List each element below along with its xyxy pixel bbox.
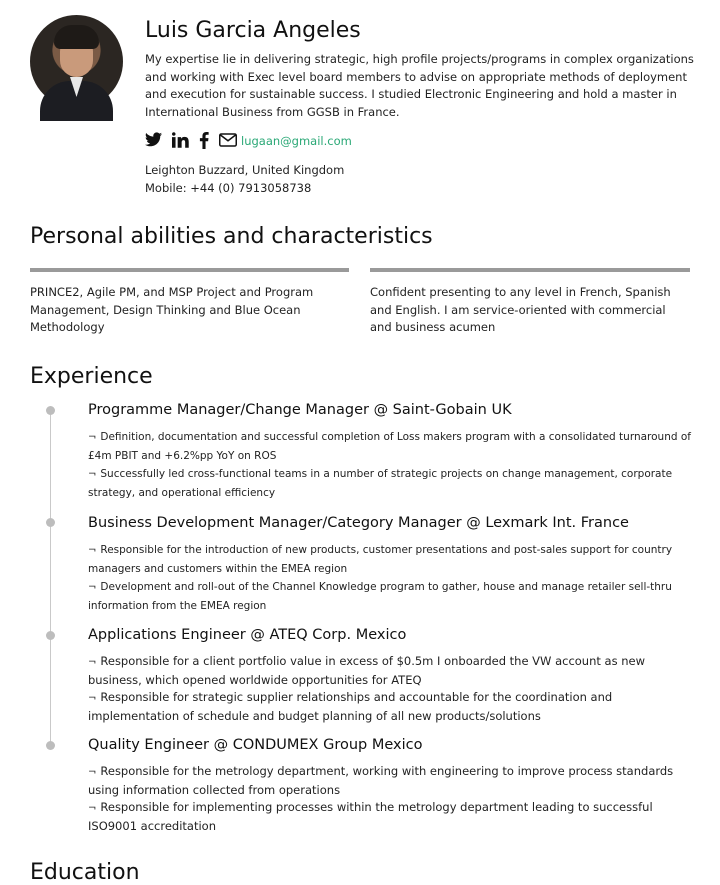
job-bullet: ¬ Successfully led cross-functional teams in a number of strategic projects on change management, corporate strategy, and operational efficiency [88, 468, 673, 499]
bullet-icon: ¬ [88, 582, 97, 593]
job-bullet: ¬ Responsible for a client portfolio value in excess of $0.5m I onboarded the VW account as new business, which opened worldwide opportunities for ATEQ [88, 654, 646, 687]
job-bullet: ¬ Definition, documentation and successful completion of Loss makers program with a consolidated turnaround of £4m PBIT and +6.2%pp YoY on ROS [88, 431, 691, 462]
job-title: Programme Manager/Change Manager @ Saint-Gobain UK [88, 402, 512, 418]
bullet-icon: ¬ [88, 657, 97, 668]
linkedin-icon[interactable] [172, 132, 189, 150]
bullet-icon: ¬ [88, 767, 97, 778]
experience-item [88, 737, 698, 835]
timeline-dot [46, 741, 55, 750]
experience-item [88, 515, 698, 615]
education-heading: Education [30, 860, 140, 885]
job-bullet: ¬ Development and roll-out of the Channel Knowledge program to gather, house and manage retailer sell-thru information from the EMEA region [88, 581, 672, 612]
bullet-icon: ¬ [88, 432, 97, 443]
timeline-line [50, 408, 51, 744]
avatar-hair [54, 25, 99, 49]
facebook-icon[interactable] [199, 132, 209, 150]
experience-item [88, 402, 698, 502]
job-bullet: ¬ Responsible for strategic supplier relationships and accountable for the coordination and implementation of schedule and budget planning of all new products/solutions [88, 690, 613, 723]
profile-bio: My expertise lie in delivering strategic, high profile projects/programs in complex organizations and working with Exec level board members to advise on appropriate methods of deployment and execution for sustainable success. I studied Electronic Engineering and hold a master in International Business from GGSB in France. [145, 52, 694, 119]
job-title: Quality Engineer @ CONDUMEX Group Mexico [88, 737, 423, 753]
social-links [145, 131, 352, 151]
timeline-dot [46, 518, 55, 527]
timeline-dot [46, 406, 55, 415]
abilities-heading: Personal abilities and characteristics [30, 224, 433, 249]
bullet-icon: ¬ [88, 803, 97, 814]
twitter-icon[interactable] [145, 132, 162, 150]
abilities-divider-right [370, 268, 690, 272]
job-title: Applications Engineer @ ATEQ Corp. Mexico [88, 627, 407, 643]
job-bullet: ¬ Responsible for the metrology department, working with engineering to improve process standards using information collected from operations [88, 764, 674, 797]
abilities-divider-left [30, 268, 349, 272]
job-bullet: ¬ Responsible for implementing processes within the metrology department leading to successful ISO9001 accreditation [88, 800, 653, 833]
ability-item: PRINCE2, Agile PM, and MSP Project and Program Management, Design Thinking and Blue Ocean Methodology [30, 285, 314, 334]
email-link[interactable]: lugaan@gmail.com [241, 134, 352, 148]
ability-item: Confident presenting to any level in French, Spanish and English. I am service-oriented with commercial and business acumen [370, 285, 671, 334]
mobile-text: Mobile: +44 (0) 7913058738 [145, 180, 312, 195]
profile-photo [30, 15, 123, 108]
job-bullet: ¬ Responsible for the introduction of new products, customer presentations and post-sales support for country managers and customers within the EMEA region [88, 544, 673, 575]
location-text: Leighton Buzzard, United Kingdom [145, 163, 345, 177]
contact-info [145, 162, 344, 197]
timeline-dot [46, 631, 55, 640]
bullet-icon: ¬ [88, 545, 97, 556]
experience-heading: Experience [30, 364, 153, 389]
profile-name: Luis Garcia Angeles [145, 18, 361, 43]
bullet-icon: ¬ [88, 693, 97, 704]
experience-item [88, 627, 698, 725]
job-title: Business Development Manager/Category Manager @ Lexmark Int. France [88, 515, 629, 531]
bullet-icon: ¬ [88, 469, 97, 480]
email-icon[interactable] [219, 132, 237, 150]
